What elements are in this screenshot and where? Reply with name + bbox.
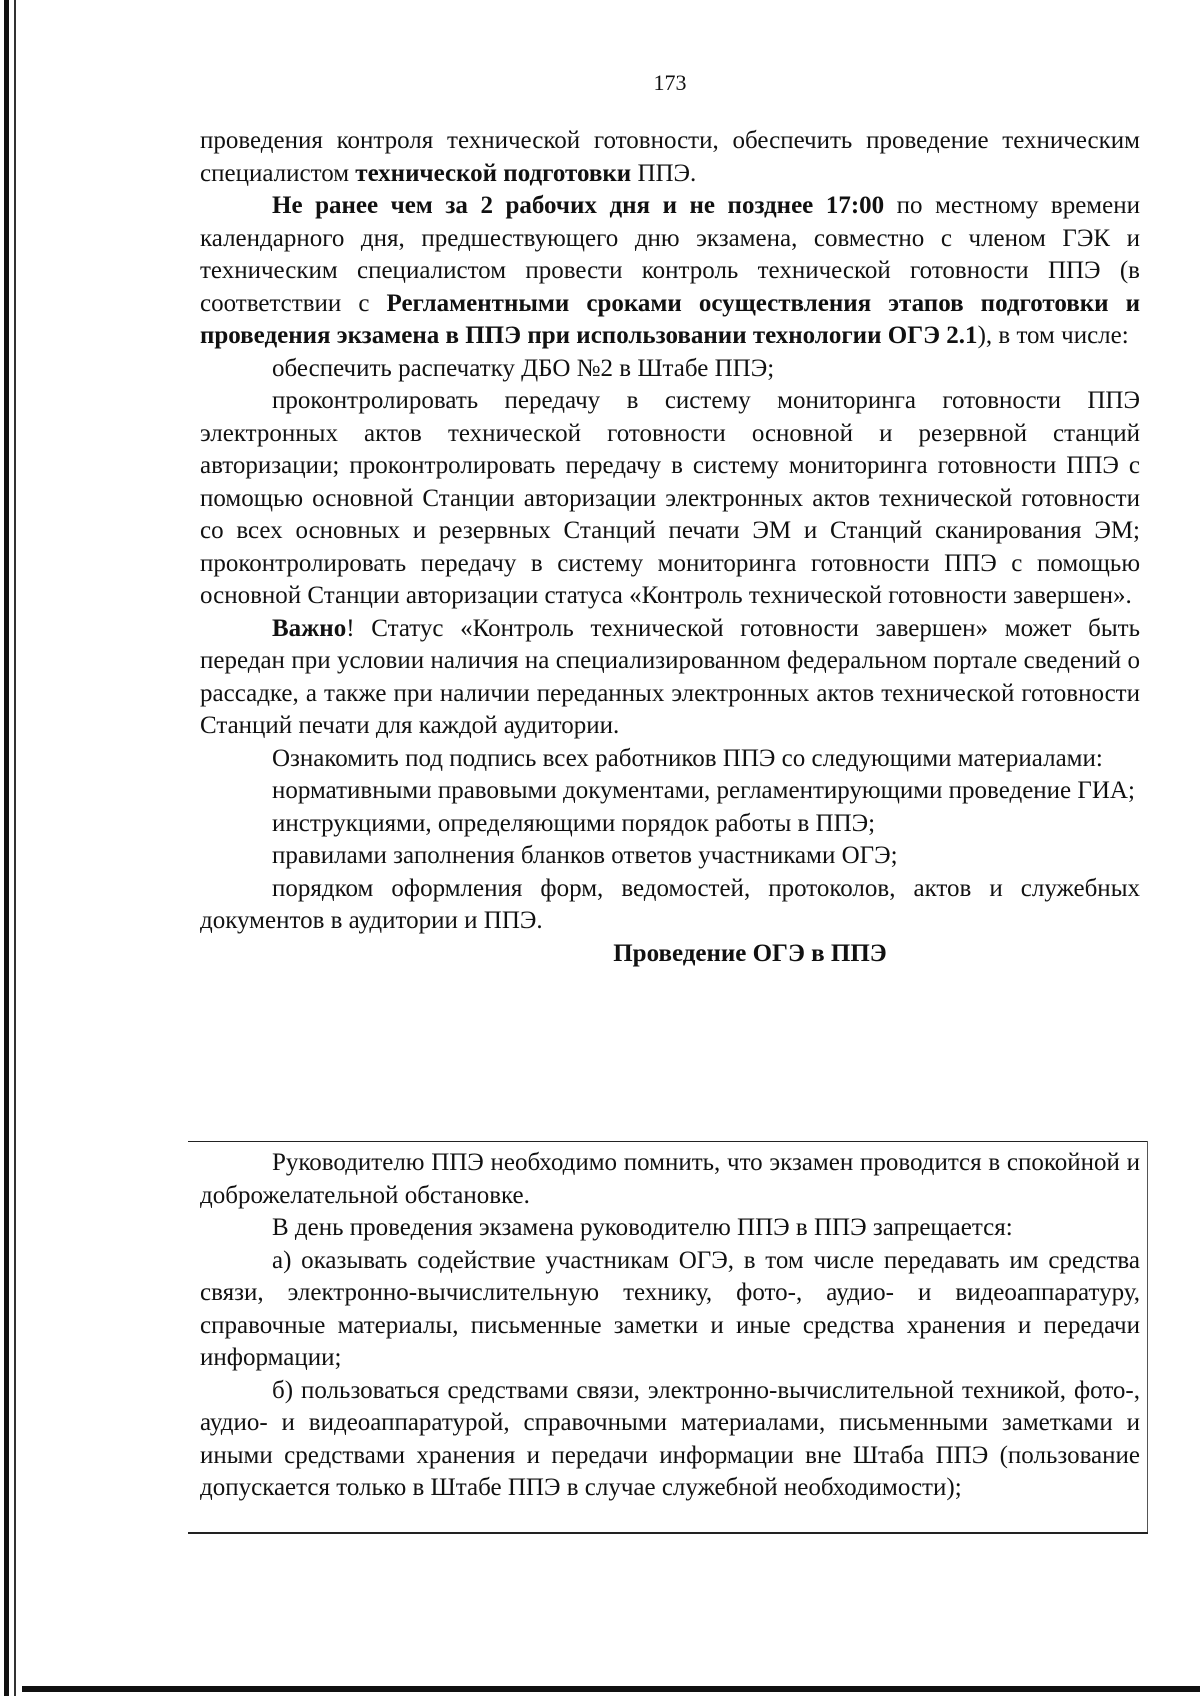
notice-box: [188, 1141, 1148, 1533]
paragraph-7: нормативными правовыми документами, регламентирующими проведение ГИА;: [272, 777, 1135, 804]
document-body: [200, 125, 1140, 970]
paragraph-2: Не ранее чем за 2 рабочих дня и не позднее 17:00 по местному времени календарного дня, предшествующего дню экзамена, совместно с членом ГЭК и техническим специалистом провести контроль технической готовности ППЭ (в соответствии с Регламентными сроками осуществления этапов подготовки и проведения экзамена в ППЭ при использовании технологии ОГЭ 2.1), в том числе:: [200, 192, 1140, 349]
page-number: 173: [653, 70, 687, 95]
box-border-top: [188, 1141, 1148, 1142]
box-border-right: [1147, 1141, 1148, 1533]
paragraph-1: проведения контроля технической готовности, обеспечить проведение техническим специалистом технической подготовки ППЭ.: [200, 127, 1140, 187]
box-paragraph-1: Руководителю ППЭ необходимо помнить, что экзамен проводится в спокойной и доброжелательной обстановке.: [200, 1149, 1140, 1209]
paragraph-8: инструкциями, определяющими порядок работы в ППЭ;: [272, 809, 876, 837]
scan-edge-bottom: [22, 1686, 1200, 1692]
section-heading: Проведение ОГЭ в ППЭ: [613, 939, 887, 967]
box-border-bottom: [188, 1532, 1148, 1534]
paragraph-9: правилами заполнения бланков ответов участниками ОГЭ;: [272, 842, 898, 869]
box-paragraph-4: б) пользоваться средствами связи, электронно-вычислительной техникой, фото-, аудио- и видеоаппаратурой, справочными материалами, письменными заметками и иными средствами хранения и передачи информации вне Штаба ППЭ (пользование допускается только в Штабе ППЭ в случае служебной необходимости);: [200, 1376, 1140, 1501]
box-paragraph-3: а) оказывать содействие участникам ОГЭ, в том числе передавать им средства связи, электронно-вычислительную технику, фото-, аудио- и видеоаппаратуру, справочные материалы, письменные заметки и иные средства хранения и передачи информации;: [200, 1246, 1140, 1371]
scan-edge-left-inner: [14, 0, 16, 1696]
box-paragraph-2: В день проведения экзамена руководителю ППЭ в ППЭ запрещается:: [272, 1214, 1013, 1241]
notice-box-text: [200, 1147, 1140, 1505]
paragraph-6: Ознакомить под подпись всех работников ППЭ со следующими материалами:: [272, 744, 1103, 772]
scan-edge-left: [4, 0, 9, 1696]
paragraph-10: порядком оформления форм, ведомостей, протоколов, актов и служебных документов в аудитории и ППЭ.: [200, 874, 1140, 934]
paragraph-4: проконтролировать передачу в систему мониторинга готовности ППЭ электронных актов технической готовности основной и резервной станций авторизации; проконтролировать передачу в систему мониторинга готовности ППЭ с помощью основной Станции авторизации электронных актов технической готовности со всех основных и резервных Станций печати ЭМ и Станций сканирования ЭМ; проконтролировать передачу в систему мониторинга готовности ППЭ с помощью основной Станции авторизации статуса «Контроль технической готовности завершен».: [200, 387, 1140, 609]
paragraph-3: обеспечить распечатку ДБО №2 в Штабе ППЭ;: [272, 354, 775, 382]
paragraph-5: Важно! Статус «Контроль технической готовности завершен» может быть передан при условии наличия на специализированном федеральном портале сведений о рассадке, а также при наличии переданных электронных актов технической готовности Станций печати для каждой аудитории.: [200, 614, 1140, 739]
